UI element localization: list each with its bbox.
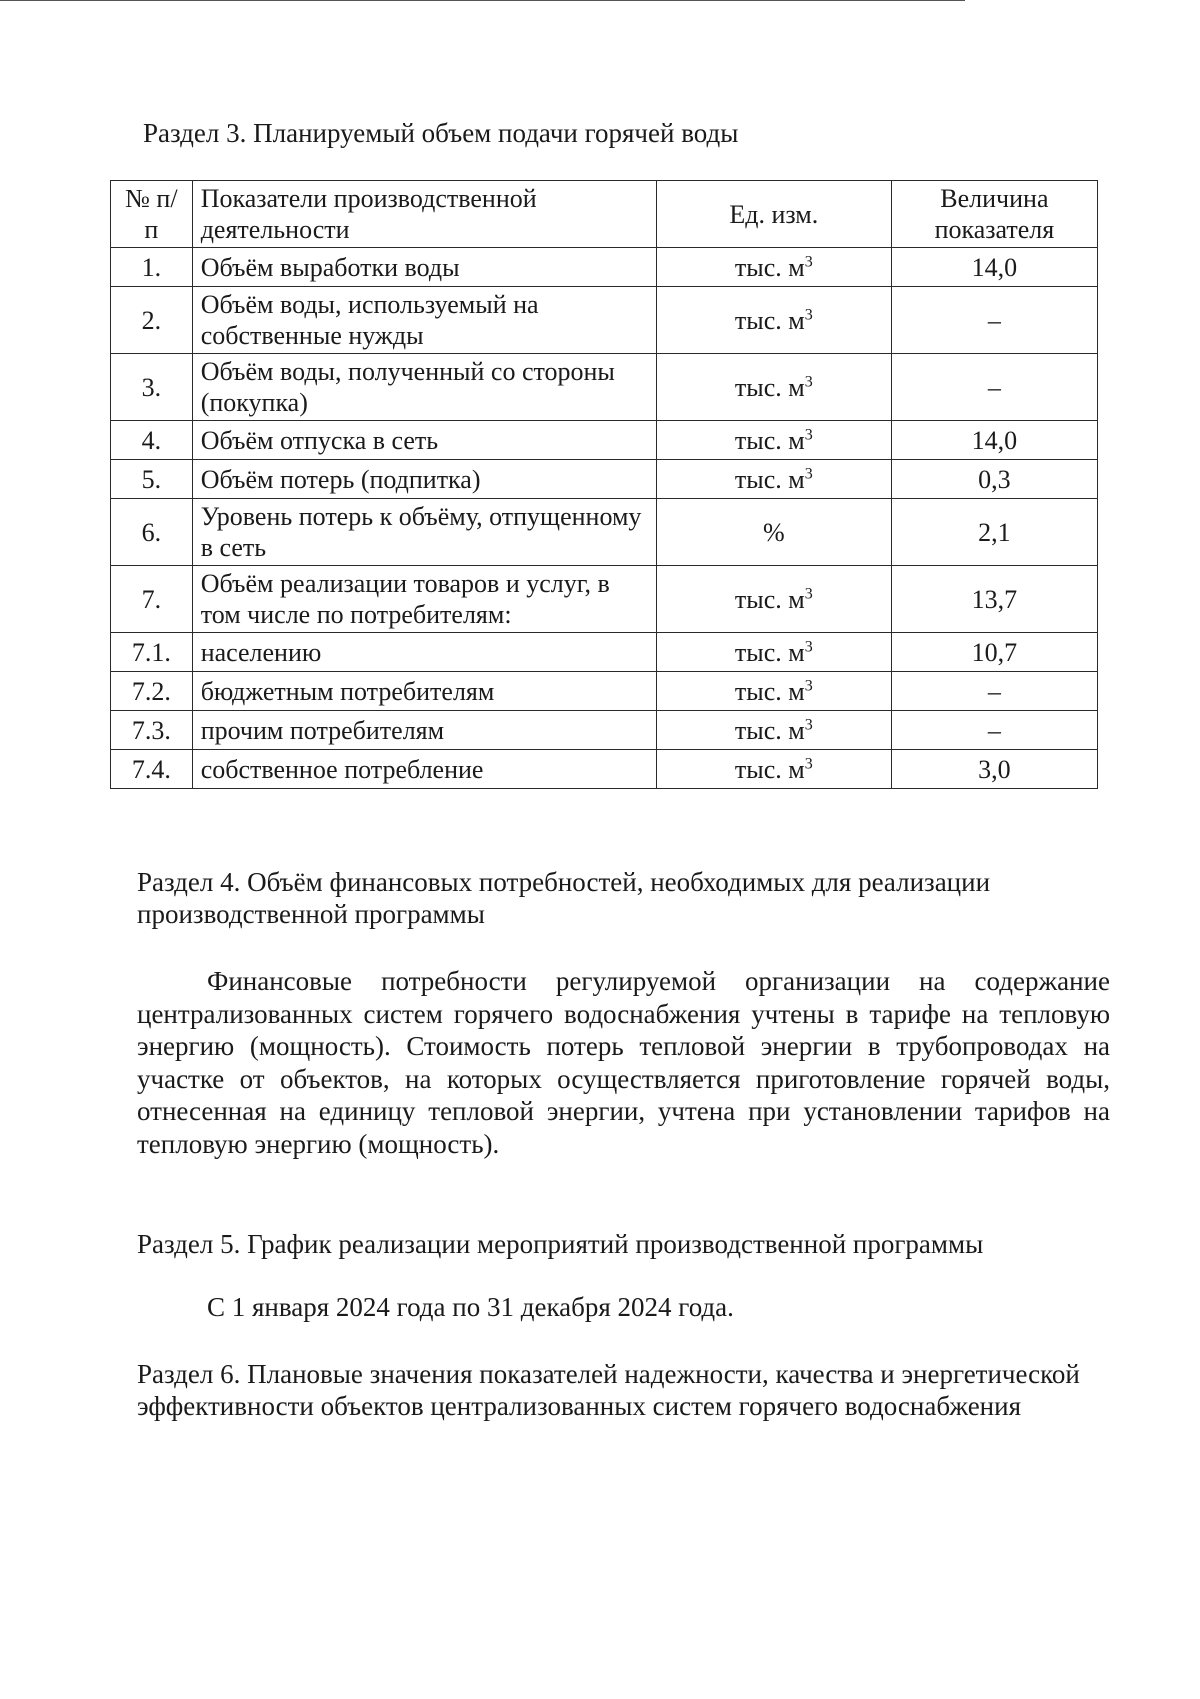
row-indicator: собственное потребление	[192, 750, 656, 789]
row-num: 7.1.	[111, 633, 193, 672]
row-value: 14,0	[891, 248, 1097, 287]
row-num: 7.	[111, 566, 193, 633]
row-value: –	[891, 354, 1097, 421]
section-4-paragraph: Финансовые потребности регулируемой организации на содержание централизованных систем горячего водоснабжения учтены в тарифе на тепловую энергию (мощность). Стоимость потерь тепловой энергии в трубопроводах на участке от объектов, на которых осуществляется приготовление горячей воды, отнесенная на единицу тепловой энергии, учтена при установлении тарифов на тепловую энергию (мощность).	[137, 966, 1110, 1159]
row-num: 7.4.	[111, 750, 193, 789]
row-value: 3,0	[891, 750, 1097, 789]
row-unit: тыс. $м^3$	[656, 421, 891, 460]
row-unit: тыс. $м^3$	[656, 248, 891, 287]
row-value: 0,3	[891, 460, 1097, 499]
table-header-row	[111, 181, 1098, 248]
row-num: 7.2.	[111, 672, 193, 711]
row-value: –	[891, 672, 1097, 711]
row-indicator: Объём потерь (подпитка)	[192, 460, 656, 499]
top-border-line	[0, 0, 965, 1]
row-indicator: Объём отпуска в сеть	[192, 421, 656, 460]
row-unit: тыс. $м^3$	[656, 354, 891, 421]
row-unit: тыс. $м^3$	[656, 672, 891, 711]
row-num: 3.	[111, 354, 193, 421]
row-unit: тыс. $м^3$	[656, 750, 891, 789]
header-value: Величина показателя	[891, 181, 1097, 248]
table-row	[111, 566, 1098, 633]
row-num: 1.	[111, 248, 193, 287]
row-unit: тыс. $м^3$	[656, 460, 891, 499]
table-row	[111, 750, 1098, 789]
section-6-title: Раздел 6. Плановые значения показателей надежности, качества и энергетической эффективности объектов централизованных систем горячего водоснабжения	[137, 1359, 1080, 1421]
header-indicator: Показатели производственной деятельности	[192, 181, 656, 248]
hot-water-supply-table	[110, 180, 1098, 789]
row-indicator: Уровень потерь к объёму, отпущенному в сеть	[192, 499, 656, 566]
table-row	[111, 633, 1098, 672]
row-value: 14,0	[891, 421, 1097, 460]
section-5-title: Раздел 5. График реализации мероприятий производственной программы	[137, 1229, 984, 1259]
row-indicator: Объём реализации товаров и услуг, в том числе по потребителям:	[192, 566, 656, 633]
row-unit: тыс. $м^3$	[656, 287, 891, 354]
table-row	[111, 354, 1098, 421]
row-value: –	[891, 287, 1097, 354]
row-num: 5.	[111, 460, 193, 499]
table-row	[111, 287, 1098, 354]
row-value: 10,7	[891, 633, 1097, 672]
table-row	[111, 460, 1098, 499]
row-indicator: населению	[192, 633, 656, 672]
row-indicator: бюджетным потребителям	[192, 672, 656, 711]
table-row	[111, 421, 1098, 460]
table-row	[111, 711, 1098, 750]
row-num: 4.	[111, 421, 193, 460]
row-num: 6.	[111, 499, 193, 566]
row-value: 13,7	[891, 566, 1097, 633]
header-unit: Ед. изм.	[656, 181, 891, 248]
section-4-title: Раздел 4. Объём финансовых потребностей, необходимых для реализации производственной программы	[137, 867, 991, 929]
row-indicator: Объём воды, используемый на собственные нужды	[192, 287, 656, 354]
row-unit: тыс. $м^3$	[656, 633, 891, 672]
row-unit: %	[656, 499, 891, 566]
row-unit: тыс. $м^3$	[656, 566, 891, 633]
row-value: 2,1	[891, 499, 1097, 566]
row-indicator: прочим потребителям	[192, 711, 656, 750]
section-5-paragraph: С 1 января 2024 года по 31 декабря 2024 года.	[207, 1292, 734, 1322]
table-row	[111, 672, 1098, 711]
row-unit: тыс. $м^3$	[656, 711, 891, 750]
header-num: № п/п	[111, 181, 193, 248]
row-indicator: Объём воды, полученный со стороны (покупка)	[192, 354, 656, 421]
row-num: 7.3.	[111, 711, 193, 750]
row-indicator: Объём выработки воды	[192, 248, 656, 287]
table-row	[111, 248, 1098, 287]
row-value: –	[891, 711, 1097, 750]
table-row	[111, 499, 1098, 566]
section-3-title: Раздел 3. Планируемый объем подачи горячей воды	[143, 118, 739, 148]
row-num: 2.	[111, 287, 193, 354]
